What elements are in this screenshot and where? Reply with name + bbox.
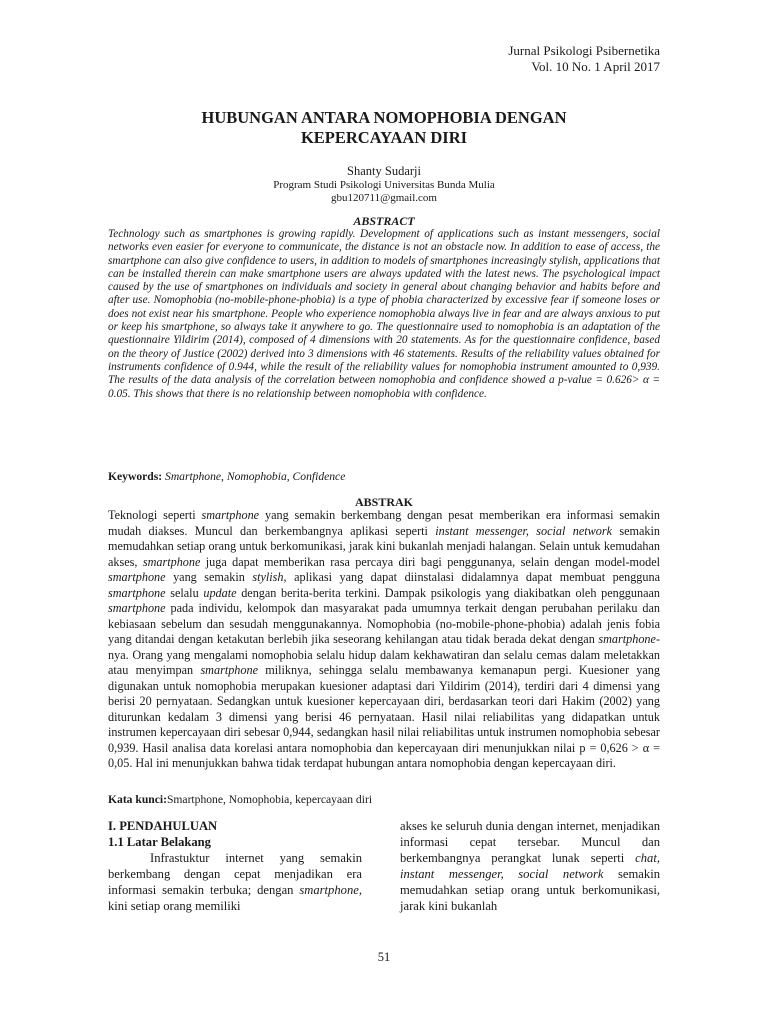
body-italic-run: chat, instant messenger, social network	[400, 851, 660, 881]
abstract-heading: ABSTRACT	[353, 214, 415, 228]
keywords-text: Smartphone, Nomophobia, Confidence	[165, 470, 346, 483]
abstrak-run: -nya. Orang yang mengalami nomophobia selalu hidup dalam kekhawatiran dan selalu cemas dalam meletakkan atau menyimpan	[108, 632, 660, 677]
title-line-2: KEPERCAYAAN DIRI	[300, 128, 468, 147]
left-column	[108, 818, 362, 914]
author-affiliation: Program Studi Psikologi Universitas Bunda Mulia	[273, 179, 495, 191]
body-italic-run: smartphone	[299, 883, 359, 897]
abstrak-italic-run: smartphone	[201, 508, 260, 522]
author-email: gbu120711@gmail.com	[331, 192, 437, 204]
keywords-line	[108, 470, 660, 484]
subsection-heading: 1.1 Latar Belakang	[108, 835, 211, 849]
abstrak-run: semakin memudahkan setiap orang untuk berkomunikasi, jarak kini bukanlah menjadi halangan. Selain untuk kemudahan akses,	[108, 523, 660, 569]
kata-kunci-line	[108, 793, 660, 807]
page-number: 51	[377, 950, 391, 964]
author-block	[108, 163, 660, 205]
abstrak-italic-run: stylish	[252, 570, 284, 584]
abstrak-indonesian-text	[108, 508, 660, 772]
journal-header	[508, 43, 660, 75]
body-run: Infrastuktur internet yang semakin berkembang dengan cepat menjadikan era informasi semakin terbuka; dengan	[108, 851, 362, 897]
kata-kunci-text: Smartphone, Nomophobia, kepercayaan diri	[166, 793, 373, 806]
body-run: semakin memudahkan setiap orang untuk berkomunikasi, jarak kini bukanlah	[400, 867, 660, 913]
abstract-english-text: Technology such as smartphones is growing rapidly. Development of applications such as instant messengers, social networks even easier for everyone to communicate, the distance is not an obstacle now. In addition to ease of access, the smartphone can also give confidence to users, in addition to models of smartphones increasingly stylish, applications that can be installed therein can make smartphone users are always updated with the latest news. The psychological impact caused by the use of smartphones on individuals and society in general about changing behavior and habits before and after use. Nomophobia (no-mobile-phone-phobia) is a type of phobia characterized by excessive fear if someone loses or does not exist near his smartphone. People who experience nomophobia always live in fear and are always anxious to put or keep his smartphone, so always take it anywhere to go. The questionnaire used to nomophobia is an adaptation of the questionnaire Yildirim (2014), composed of 4 dimensions with 20 statements. As for the questionnaire confidence, based on the theory of Justice (2002) derived into 3 dimensions with 46 statements. Results of the reliability values obtained for instruments confidence of 0.944, while the result of the reliability values for nomophobia instrument amounted to 0,939. The results of the data analysis of the correlation between nomophobia and confidence showed a p-value = 0.626> α = 0.05. This shows that there is no relationship between nomophobia with confidence.	[108, 228, 660, 400]
abstrak-run: , aplikasi yang dapat diinstalasi didalamnya dapat membuat pengguna	[283, 570, 660, 584]
body-paragraph-right	[400, 818, 660, 914]
abstrak-heading: ABSTRAK	[354, 495, 413, 509]
abstrak-run: dengan berita-berita terkini. Dampak psikologis yang diakibatkan oleh penggunaan	[236, 585, 660, 600]
body-run: akses ke seluruh dunia dengan internet, menjadikan informasi cepat tersebar. Muncul dan berkembangnya perangkat lunak seperti	[400, 819, 660, 865]
abstrak-italic-run: instant messenger, social network	[435, 523, 613, 538]
body-paragraph-left	[108, 850, 362, 914]
abstrak-italic-run: smartphone	[108, 601, 166, 615]
abstrak-italic-run: smartphone	[108, 585, 166, 600]
abstrak-italic-run: smartphone	[142, 554, 201, 569]
journal-name: Jurnal Psikologi Psibernetika	[508, 43, 660, 58]
abstrak-run: juga dapat memberikan rasa percaya diri bagi penggunanya, selain dengan model-model	[200, 554, 660, 569]
abstrak-run: yang semakin	[165, 570, 253, 584]
author-name: Shanty Sudarji	[347, 164, 421, 178]
abstrak-run: selalu	[165, 585, 204, 600]
title-line-1: HUBUNGAN ANTARA NOMOPHOBIA DENGAN	[201, 108, 567, 127]
journal-volume: Vol. 10 No. 1 April 2017	[531, 59, 660, 74]
abstrak-italic-run: smartphone	[200, 663, 258, 677]
abstrak-italic-run: smartphone	[108, 570, 166, 584]
abstrak-italic-run: update	[203, 585, 237, 600]
abstrak-italic-run: smartphone	[598, 632, 656, 646]
paper-title	[108, 108, 660, 148]
abstrak-run: yang semakin berkembang dengan pesat memberikan era informasi semakin mudah diakses. Muncul dan berkembangnya aplikasi seperti	[108, 508, 660, 538]
body-run: , kini setiap orang memiliki	[108, 883, 362, 913]
abstrak-run: Teknologi seperti	[108, 508, 202, 522]
kata-kunci-label: Kata kunci:	[108, 793, 167, 806]
abstrak-run: pada individu, kelompok dan masyarakat pada umumnya terkait dengan perubahan perilaku dan kebiasaan sebelum dan sesudah menggunakannya. Nomophobia (no-mobile-phone-phobia) adalah jenis fobia yang ditandai dengan ketakutan berlebih jika seseorang kehilangan atau tidak berada dekat dengan	[108, 601, 660, 646]
keywords-label: Keywords:	[108, 470, 163, 483]
right-column	[400, 818, 660, 914]
abstrak-run: miliknya, sehingga selalu membawanya kemanapun pergi. Kuesioner yang digunakan untuk nomophobia merupakan kuesioner adaptasi dari Yildirim (2014), terdiri dari 4 dimensi yang berisi 20 pernyataan. Sedangkan untuk kuesioner kepercayaan diri, berdasarkan teori dari Hakim (2002) yang diturunkan kedalam 3 dimensi yang berisi 46 pernyataan. Hasil nilai reliabilitas yang didapatkan untuk instrumen kepercayaan diri sebesar 0,944, sedangkan hasil nilai reliabilitas untuk instrumen nomophobia sebesar 0,939. Hasil analisa data korelasi antara nomophobia dan kepercayaan diri menunjukkan nilai p = 0,626 > α = 0,05. Hal ini menunjukkan bahwa tidak terdapat hubungan antara nomophobia dengan kepercayaan diri.	[108, 663, 660, 770]
section-heading: I. PENDAHULUAN	[108, 819, 218, 833]
